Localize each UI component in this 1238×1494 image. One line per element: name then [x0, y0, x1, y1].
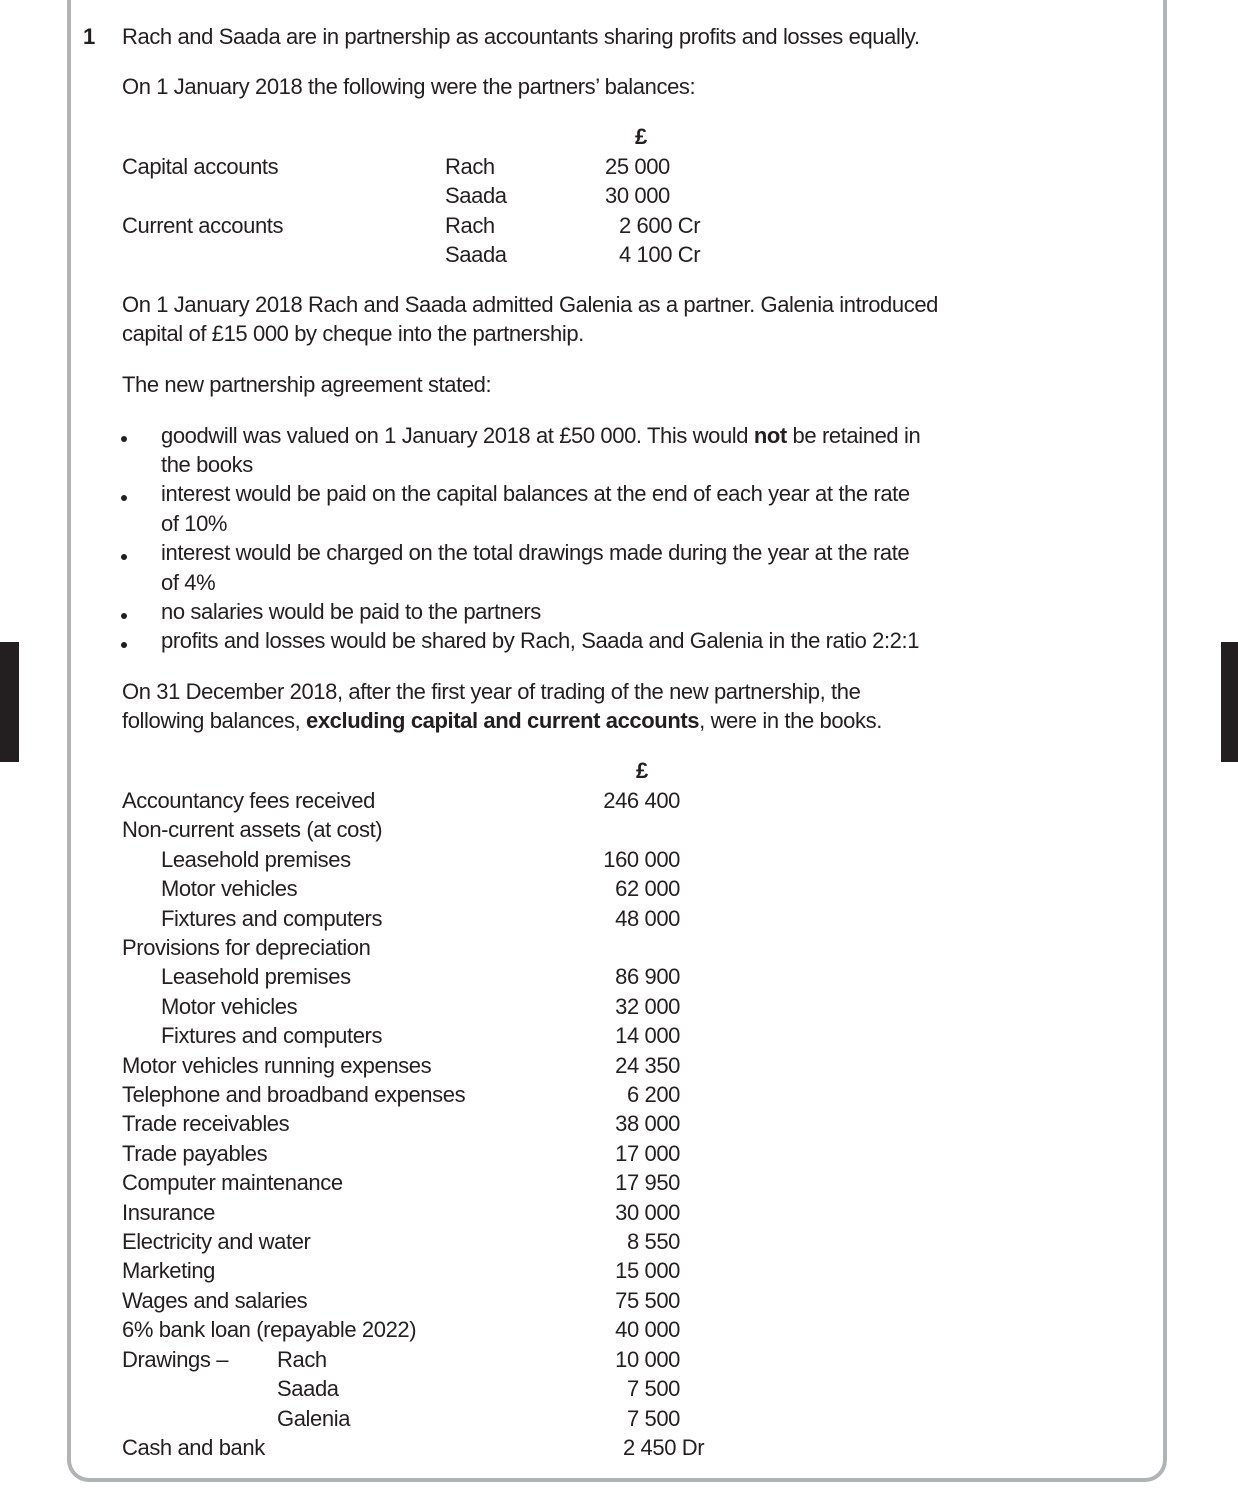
balance-label: Computer maintenance: [122, 1170, 343, 1195]
bullet-icon: [121, 642, 127, 648]
agreement-item: goodwill was valued on 1 January 2018 at £50 000. This would not be retained in: [161, 423, 921, 448]
balance-label: Fixtures and computers: [161, 906, 383, 931]
balance-sublabel: Galenia: [277, 1406, 351, 1431]
bullet-icon: [121, 613, 127, 619]
balance-label: Trade payables: [122, 1141, 268, 1166]
balance-label: Cash and bank: [122, 1435, 265, 1460]
balance-label: Motor vehicles running expenses: [122, 1053, 432, 1078]
balance-amount: 10 000: [615, 1347, 680, 1372]
balance-label: Electricity and water: [122, 1229, 311, 1254]
balance-label: Leasehold premises: [161, 847, 351, 872]
balance-label: Accountancy fees received: [122, 788, 375, 813]
agreement-item: no salaries would be paid to the partners: [161, 599, 541, 624]
page-edge-tab-right: [1221, 642, 1238, 762]
balance-amount: 160 000: [603, 847, 680, 872]
balance-amount: 17 950: [615, 1170, 680, 1195]
opening-amount: 2 600 Cr: [619, 213, 701, 238]
year-end-line-1: On 31 December 2018, after the first year of trading of the new partnership, the: [122, 679, 861, 704]
agreement-item: interest would be paid on the capital balances at the end of each year at the rate: [161, 481, 910, 506]
balance-label: Motor vehicles: [161, 876, 298, 901]
opening-category: Current accounts: [122, 213, 284, 238]
balance-amount: 246 400: [603, 788, 680, 813]
opening-partner: Saada: [445, 242, 507, 267]
opening-partner: Saada: [445, 183, 507, 208]
balance-amount: 24 350: [615, 1053, 680, 1078]
balance-label: Marketing: [122, 1258, 215, 1283]
opening-partner: Rach: [445, 213, 495, 238]
balance-amount: 62 000: [615, 876, 680, 901]
balance-label: 6% bank loan (repayable 2022): [122, 1317, 417, 1342]
balance-label: Leasehold premises: [161, 964, 351, 989]
balance-label: Non-current assets (at cost): [122, 817, 383, 842]
balance-amount: 30 000: [615, 1200, 680, 1225]
balance-amount: 32 000: [615, 994, 680, 1019]
balance-label: Telephone and broadband expenses: [122, 1082, 466, 1107]
opening-amount: 30 000: [605, 183, 670, 208]
opening-amount: 25 000: [605, 154, 670, 179]
agreement-intro: The new partnership agreement stated:: [122, 372, 492, 397]
bullet-icon: [121, 554, 127, 560]
bullet-icon: [121, 495, 127, 501]
balance-label: Provisions for depreciation: [122, 935, 371, 960]
year-end-currency-header: £: [636, 758, 648, 783]
balance-amount: 14 000: [615, 1023, 680, 1048]
balance-amount: 40 000: [615, 1317, 680, 1342]
balance-sublabel: Rach: [277, 1347, 327, 1372]
opening-partner: Rach: [445, 154, 495, 179]
balance-amount: 38 000: [615, 1111, 680, 1136]
opening-category: Capital accounts: [122, 154, 279, 179]
balance-amount: 7 500: [626, 1376, 680, 1401]
question-intro: Rach and Saada are in partnership as accountants sharing profits and losses equally.: [122, 24, 920, 49]
balance-label: Wages and salaries: [122, 1288, 308, 1313]
balance-amount: 75 500: [615, 1288, 680, 1313]
agreement-item: interest would be charged on the total drawings made during the year at the rate: [161, 540, 910, 565]
agreement-item-cont: of 4%: [161, 570, 216, 595]
balance-amount: 15 000: [615, 1258, 680, 1283]
question-number: 1: [83, 24, 95, 49]
balance-label: Trade receivables: [122, 1111, 290, 1136]
balance-sublabel: Saada: [277, 1376, 339, 1401]
currency-header: £: [635, 124, 647, 149]
agreement-item-cont: of 10%: [161, 511, 228, 536]
balance-amount: 17 000: [615, 1141, 680, 1166]
admission-line-2: capital of £15 000 by cheque into the partnership.: [122, 321, 584, 346]
opening-amount: 4 100 Cr: [619, 242, 701, 267]
admission-line-1: On 1 January 2018 Rach and Saada admitted Galenia as a partner. Galenia introduced: [122, 292, 938, 317]
balances-intro: On 1 January 2018 the following were the partners’ balances:: [122, 74, 696, 99]
year-end-line-2: following balances, excluding capital and current accounts, were in the books.: [122, 708, 882, 733]
agreement-item-cont: the books: [161, 452, 253, 477]
balance-label: Motor vehicles: [161, 994, 298, 1019]
balance-amount: 86 900: [615, 964, 680, 989]
balance-amount: 8 550: [626, 1229, 680, 1254]
balance-label: Drawings –: [122, 1347, 229, 1372]
agreement-item: profits and losses would be shared by Rach, Saada and Galenia in the ratio 2:2:1: [161, 628, 920, 653]
balance-amount: 2 450 Dr: [623, 1435, 705, 1460]
bullet-icon: [121, 436, 127, 442]
balance-amount: 48 000: [615, 906, 680, 931]
balance-amount: 6 200: [626, 1082, 680, 1107]
balance-label: Insurance: [122, 1200, 216, 1225]
balance-label: Fixtures and computers: [161, 1023, 383, 1048]
page-edge-tab-left: [0, 642, 19, 762]
balance-amount: 7 500: [626, 1406, 680, 1431]
